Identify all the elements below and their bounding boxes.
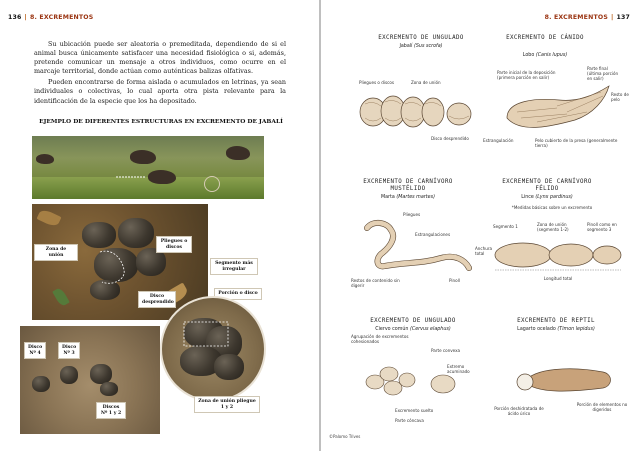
lynx-scat-sketch — [493, 238, 625, 272]
sketch-title-deer: EXCREMENTO DE UNGULADO — [370, 318, 456, 324]
ann-boar-union: Zona de unión — [411, 80, 441, 85]
page-number: 137 — [616, 14, 630, 21]
ann-wolf-prey-hair: Pelo cubierto de la presa (generalmente tierra) — [535, 138, 618, 148]
label-union-zone: Zona de unión — [34, 244, 78, 261]
ann-marten-folds: Pliegues — [403, 212, 421, 217]
ann-lynx-union: Zona de unión (segmento 1-2) — [537, 222, 569, 232]
ann-wolf-final: Parte final (última porción en salir) — [587, 66, 619, 81]
photo-scat-circle — [160, 296, 266, 402]
ann-lynx-pinoll: Pinoll como en segmento 3 — [587, 222, 617, 232]
sketch-title-lizard: EXCREMENTO DE REPTIL — [517, 318, 595, 324]
page-number: 136 — [8, 14, 22, 21]
sketch-subtitle-lynx: Lince (Lynx pardinus) — [521, 195, 573, 200]
figure-title: EJEMPLO DE DIFERENTES ESTRUCTURAS EN EXCREMENTO DE JABALÍ — [39, 118, 283, 125]
left-page — [0, 0, 319, 451]
ann-deer-concave: Parte cóncava — [395, 418, 424, 423]
ann-wolf-hair: Resto de pelo — [611, 92, 629, 102]
photo-boars-field — [32, 136, 264, 199]
label-disc-3: Disco Nº 3 — [58, 342, 80, 359]
right-page — [321, 0, 640, 451]
sketch-title-wolf: EXCREMENTO DE CÁNIDO — [506, 35, 584, 41]
wolf-scat-sketch — [497, 78, 619, 140]
zoom-circle — [204, 176, 220, 192]
sketch-subtitle-deer: Ciervo común (Cervus elaphus) — [375, 327, 451, 332]
marten-scat-sketch — [361, 214, 473, 272]
ann-lynx-segment1: Segmento 1 — [493, 224, 518, 229]
label-union-fold: Zona de unión pliegue 1 y 2 — [194, 396, 260, 413]
ann-marten-strangulations: Estrangulaciones — [415, 232, 451, 237]
lizard-scat-sketch — [511, 362, 615, 396]
label-folds: Pliegues o discos — [156, 236, 192, 253]
ann-marten-remains: Restos de contenido sin digerir — [351, 278, 400, 288]
arrow-icon — [116, 174, 146, 180]
ann-lizard-uric: Porción deshidratada de ácido úrico — [494, 406, 544, 416]
sketch-title-marten: EXCREMENTO DE CARNÍVORO MUSTÉLIDO — [363, 179, 453, 192]
ann-wolf-initial: Parte inicial de la deposición (primera porción en salir) — [497, 70, 556, 80]
body-text — [34, 40, 286, 108]
ann-deer-tip: Extremo acuminado — [447, 364, 470, 374]
right-page-header: 8. EXCREMENTOS | 137 — [544, 14, 630, 21]
chapter-title: 8. EXCREMENTOS — [544, 14, 608, 21]
ann-lizard-undigested: Porción de elementos no digeridos — [576, 402, 628, 412]
paragraph: Pueden encontrarse de forma aislada o acumulados en letrinas, ya sean individuales o colectivas, lo cual aporta otra pista relevante para la identificación de la especie que los ha depositado. — [34, 78, 286, 105]
left-page-header: 136 | 8. EXCREMENTOS — [8, 14, 94, 21]
label-discs-1-2: Discos Nº 1 y 2 — [96, 402, 126, 419]
ann-boar-folds: Pliegues o discos — [359, 80, 394, 85]
chapter-title: 8. EXCREMENTOS — [30, 14, 94, 21]
sketch-title-lynx: EXCREMENTO DE CARNÍVORO FÉLIDO — [502, 179, 592, 192]
label-irregular-segment: Segmento más irregular — [210, 258, 258, 275]
ann-lynx-measures: *Medidas básicas sobre un excremento — [511, 205, 593, 210]
illustration-credit: ©Palomo Trives — [329, 434, 361, 439]
ann-deer-convex: Parte convexa — [431, 348, 461, 353]
photo-boar-scat — [32, 204, 208, 320]
sketch-subtitle-wolf: Lobo (Canis lupus) — [522, 53, 568, 58]
ann-boar-detached: Disco desprendido — [431, 136, 469, 141]
sketch-subtitle-marten: Marta (Martes martes) — [381, 195, 435, 200]
label-detached-disc: Disco desprendido — [138, 291, 176, 308]
paragraph: Su ubicación puede ser aleatoria o premeditada, dependiendo de si el animal busca únicamente satisfacer una necesidad fisiológica o si, además, pretende comunicar un mensaje a otros individuos, como ocurre en el marcaje territorial, donde actúan como auténticas balizas olfativas. — [34, 40, 286, 76]
label-portion-disc: Porción o disco — [214, 288, 262, 300]
ann-deer-grouping: Agrupación de excrementos cohesionados — [351, 334, 409, 344]
dashed-outline — [92, 248, 132, 288]
sketch-subtitle-boar: Jabalí (Sus scrofa) — [399, 44, 443, 49]
ann-deer-loose: Excremento suelto — [395, 408, 434, 413]
label-disc-4: Disco Nº 4 — [24, 342, 46, 359]
sketch-subtitle-lizard: Lagarto ocelado (Timon lepidus) — [517, 327, 595, 332]
ann-wolf-strangulation: Estrangulación — [483, 138, 514, 143]
boar-scat-sketch — [359, 94, 477, 134]
dashed-outline — [182, 318, 242, 358]
ann-lynx-length: Longitud total — [543, 276, 573, 281]
sketch-title-boar: EXCREMENTO DE UNGULADO — [378, 35, 464, 41]
ann-lynx-width: Anchura total — [475, 246, 493, 256]
ann-marten-pinoll: Pinoll — [449, 278, 460, 283]
